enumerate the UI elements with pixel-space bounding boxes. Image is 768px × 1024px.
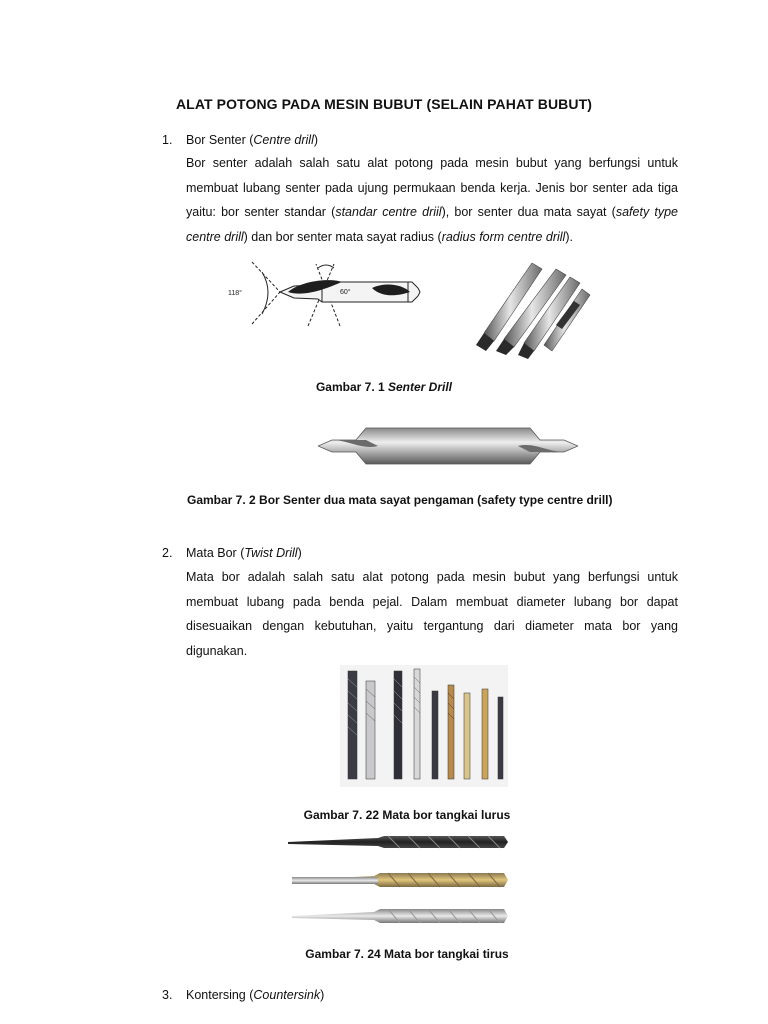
taper-shank-drills-photo xyxy=(288,830,510,930)
angle-60-label: 60° xyxy=(340,289,351,296)
section-3-alt: Countersink xyxy=(253,988,321,1002)
safety-centre-drill-photo xyxy=(318,420,578,472)
section-1-number: 1. xyxy=(162,133,173,147)
section-1-heading: Bor Senter (Centre drill) xyxy=(186,133,319,147)
figure-7-1-caption-italic: Senter Drill xyxy=(388,380,453,394)
section-2-paragraph: Mata bor adalah salah satu alat potong pada mesin bubut yang berfungsi untuk membuat lubang pada benda pejal. Dalam membuat diameter lubang bor dapat disesuaikan dengan kebutuhan, yaitu tergantung dari diameter mata bor yang digunakan. xyxy=(186,570,678,658)
section-1-name: Bor Senter xyxy=(186,133,246,147)
page-title: ALAT POTONG PADA MESIN BUBUT (SELAIN PAHAT BUBUT) xyxy=(175,96,593,112)
section-1-text-1: Bor senter adalah salah satu alat potong pada mesin bubut yang berfungsi untuk membuat lubang senter pada ujung permukaan benda kerja. Jenis bor senter ada tiga yaitu: bor senter standar ( xyxy=(186,156,678,220)
figure-7-22-caption: Gambar 7. 22 Mata bor tangkai lurus xyxy=(303,808,511,822)
centre-drill-diagram xyxy=(222,258,428,330)
figure-7-1-caption xyxy=(0,380,768,394)
section-1-italic-1: standar centre driil xyxy=(335,205,442,220)
figure-7-2-caption: Gambar 7. 2 Bor Senter dua mata sayat pengaman (safety type centre drill) xyxy=(187,493,613,507)
section-3-heading: Kontersing (Countersink) xyxy=(186,988,325,1002)
section-1-text-3: ) dan bor senter mata sayat radius ( xyxy=(243,229,442,244)
section-2-number: 2. xyxy=(162,546,173,560)
section-1-italic-3: radius form centre drill xyxy=(441,229,566,244)
section-1-paragraph xyxy=(186,151,678,249)
centre-drills-photo xyxy=(470,255,594,359)
section-2-name: Mata Bor xyxy=(186,546,237,560)
section-1-alt: Centre drill xyxy=(253,133,314,147)
section-2-alt: Twist Drill xyxy=(244,546,298,560)
section-1-text-2: ), bor senter dua mata sayat ( xyxy=(441,205,616,220)
figure-7-24-caption: Gambar 7. 24 Mata bor tangkai tirus xyxy=(305,947,509,961)
angle-118-label: 118° xyxy=(228,290,242,297)
section-2-heading: Mata Bor (Twist Drill) xyxy=(186,546,302,560)
section-3-number: 3. xyxy=(162,988,173,1002)
figure-7-1-caption-prefix: Gambar 7. 1 xyxy=(315,380,388,394)
section-1-text-4: ). xyxy=(565,229,573,244)
section-1-italic-2: safety type centre drill xyxy=(186,205,679,244)
section-3-name: Kontersing xyxy=(186,988,246,1002)
straight-shank-drills-photo xyxy=(340,665,508,787)
